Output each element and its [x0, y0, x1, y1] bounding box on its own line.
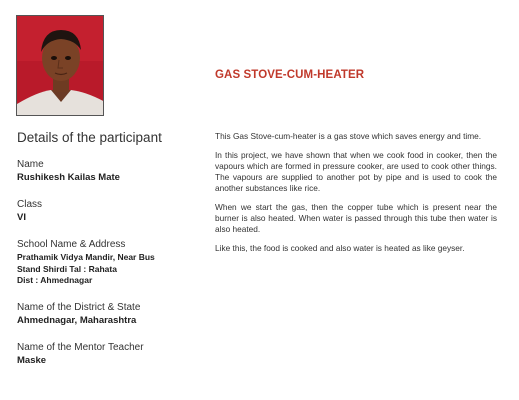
district-value: Ahmednagar, Maharashtra [17, 314, 137, 326]
class-value: VI [17, 212, 26, 223]
description-paragraph: When we start the gas, then the copper tube which is present near the burner is also heated. When water is passed through this tube then water is also heated. [215, 202, 497, 234]
mentor-field [17, 342, 207, 367]
school-line: Dist : Ahmednagar [17, 275, 93, 285]
name-value: Rushikesh Kailas Mate [17, 172, 120, 183]
description-paragraph: In this project, we have shown that when we cook food in cooker, then the vapours which are formed in pressure cooker, are used to cook other things. The vapours are supplied to another pot by pipe and is used to cook the another substances like rice. [215, 150, 497, 193]
school-value [17, 252, 207, 287]
participant-details [17, 130, 207, 382]
school-line: Prathamik Vidya Mandir, Near Bus [17, 252, 155, 262]
participant-photo [16, 15, 104, 116]
school-field [17, 239, 207, 287]
mentor-value: Maske [17, 354, 47, 366]
details-heading: Details of the participant [17, 130, 162, 145]
mentor-label: Name of the Mentor Teacher [17, 341, 144, 353]
district-field [17, 302, 207, 327]
project-title: GAS STOVE-CUM-HEATER [215, 69, 365, 81]
district-label: Name of the District & State [17, 301, 141, 313]
name-field [17, 159, 207, 184]
school-line: Stand Shirdi Tal : Rahata [17, 263, 117, 274]
project-description [215, 131, 497, 262]
participant-portrait-image [17, 16, 104, 116]
description-paragraph: This Gas Stove-cum-heater is a gas stove which saves energy and time. [215, 131, 482, 141]
class-field [17, 199, 207, 224]
name-label: Name [17, 159, 44, 170]
description-paragraph: Like this, the food is cooked and also water is heated as like geyser. [215, 243, 465, 253]
class-label: Class [17, 199, 43, 210]
school-label: School Name & Address [17, 239, 126, 250]
